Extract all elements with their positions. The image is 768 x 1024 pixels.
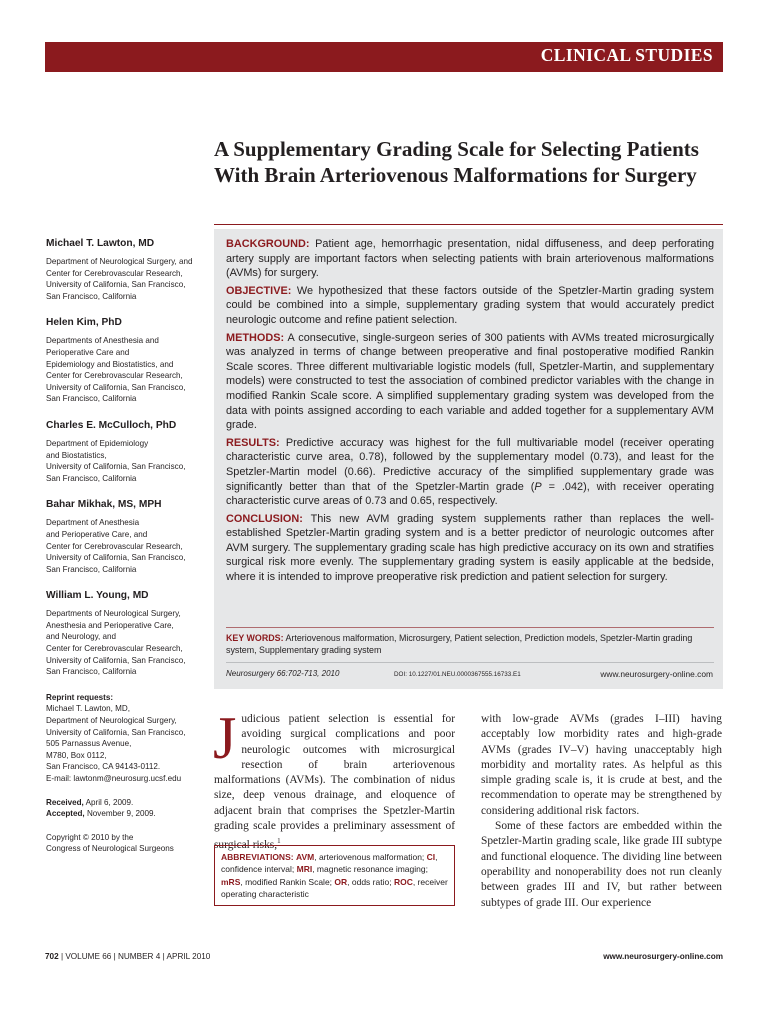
reprint-address: Michael T. Lawton, MD, Department of Neurological Surgery, University of California, San Francisco, 505 Parnassus Avenue, M780, Box 0112, San Francisco, CA 94143-0112. E-mail: lawtonm@neurosurg.ucsf.edu xyxy=(46,704,186,783)
body-paragraph: Some of these factors are embedded within the Spetzler-Martin grading scale, like grade III subtype and functional eloquence. The dividing line between operability and nonoperability does not run cleanly between grades III and IV, but rather between subtypes of grade III. Our experience xyxy=(481,820,722,909)
received-date: April 6, 2009. xyxy=(85,797,134,807)
author-affiliation: Department of Epidemiology and Biostatistics, University of California, San Francisco, San Francisco, California xyxy=(46,438,186,483)
background-text: Patient age, hemorrhagic presentation, nidal diffuseness, and deep perforating artery supply are important factors when selecting patients with brain arteriovenous malformations (AVMs) for surgery. xyxy=(226,238,715,280)
drop-cap: J xyxy=(213,705,237,771)
keywords-text: Arteriovenous malformation, Microsurgery, Patient selection, Prediction models, Spetzler-Martin grading system, Supplementary grading system xyxy=(226,633,693,656)
results-text-end: = .042), with receiver operating characteristic curve areas of 0.73 and 0.65, respectively. xyxy=(226,480,714,508)
background-label: BACKGROUND: xyxy=(226,238,310,250)
conclusion-label: CONCLUSION: xyxy=(226,512,303,525)
keywords-divider xyxy=(226,627,714,628)
article-dates xyxy=(46,797,214,820)
abbr-definition: , confidence interval; xyxy=(221,852,438,875)
journal-url[interactable]: www.neurosurgery-online.com xyxy=(600,669,713,679)
footer-url[interactable]: www.neurosurgery-online.com xyxy=(603,952,723,961)
received-label: Received, xyxy=(46,797,84,807)
abstract-conclusion xyxy=(226,512,714,585)
p-value-symbol: P xyxy=(534,480,542,493)
abstract-methods xyxy=(226,331,714,433)
section-header-bar xyxy=(45,42,723,72)
methods-label: METHODS: xyxy=(226,331,285,344)
accepted-date: November 9, 2009. xyxy=(86,809,156,819)
copyright-notice: Copyright © 2010 by the Congress of Neurological Surgeons xyxy=(46,832,174,854)
conclusion-text: This new AVM grading system supplements rather than replaces the well-established Spetzler-Martin grading system and is a better predictor of neurologic outcomes after AVM surgery. The supplementary grading scale has high predictive accuracy on its own and stratifies surgical risk more evenly. The supplementary grading system is easily applicable at the bedside, where it is intended to improve preoperative risk prediction and patient selection for surgery. xyxy=(226,512,714,584)
abbr-term: mRS xyxy=(221,876,241,887)
reprint-heading: Reprint requests: xyxy=(46,692,114,702)
author-name: William L. Young, MD xyxy=(46,590,149,602)
abbr-term: OR xyxy=(334,876,348,887)
title-divider xyxy=(214,224,723,225)
author-block xyxy=(46,237,214,302)
results-text: Predictive accuracy was highest for the full multivariable model (receiver operating characteristic curve area, 0.78), followed by the supplementary model (0.73), and least for the Spetzler-Martin model (0.66). Predictive accuracy of the simplified supplementary grade was significantly better than that of the Spetzler-Martin grade ( xyxy=(226,436,714,493)
abbreviations-heading: ABBREVIATIONS: xyxy=(221,852,294,862)
author-block xyxy=(46,589,214,678)
results-label: RESULTS: xyxy=(226,436,280,449)
abbr-definition: , modified Rankin Scale; xyxy=(240,876,335,887)
abbr-definition: , magnetic resonance imaging; xyxy=(312,864,428,875)
doi: DOI: 10.1227/01.NEU.0000367555.16733.E1 xyxy=(394,671,521,678)
keywords-label: KEY WORDS: xyxy=(226,633,284,643)
objective-text: We hypothesized that these factors outside of the Spetzler-Martin grading system could be combined into a simple, supplementary grading system that would accurately predict neurologic outcome and refine patient selection. xyxy=(226,284,714,326)
issue-info xyxy=(45,952,210,961)
abstract-box xyxy=(214,229,723,689)
author-affiliation: Department of Neurological Surgery, and Center for Cerebrovascular Research, University of California, San Francisco, San Francisco, California xyxy=(46,257,193,301)
author-affiliation: Departments of Anesthesia and Perioperative Care and Epidemiology and Biostatistics, and Center for Cerebrovascular Research, University of California, San Francisco, San Francisco, California xyxy=(46,336,186,404)
abstract-body xyxy=(226,237,714,588)
journal-citation: Neurosurgery 66:702-713, 2010 xyxy=(226,669,340,678)
methods-text: A consecutive, single-surgeon series of 300 patients with AVMs treated microsurgically was analyzed in terms of change between preoperative and final postoperative modified Rankin Scale scores. Three different multivariable logistic models (full, Spetzler-Martin, and supplementary models) were constructed to test the association of combined predictor variables with the change in modified Rankin Scale score. A simplified supplementary grading system was developed from the data with points assigned according to each variable and added together for a supplementary AVM grade. xyxy=(226,331,714,432)
author-sidebar xyxy=(46,237,214,855)
author-block xyxy=(46,419,214,484)
abstract-results xyxy=(226,436,714,509)
citation-divider xyxy=(226,662,714,663)
reference-marker[interactable]: 1 xyxy=(277,837,281,846)
author-name: Helen Kim, PhD xyxy=(46,317,122,329)
abbr-term: AVM xyxy=(295,852,315,862)
body-column-1 xyxy=(213,705,455,853)
abbr-definition: , arteriovenous malformation; xyxy=(314,852,427,862)
author-block xyxy=(46,498,214,575)
abbr-definition: , odds ratio; xyxy=(347,876,394,887)
page-number: 702 xyxy=(45,952,59,961)
body-column-2 xyxy=(481,712,722,911)
author-name: Michael T. Lawton, MD xyxy=(46,238,155,249)
accepted-label: Accepted, xyxy=(46,809,85,819)
author-affiliation: Departments of Neurological Surgery, Anesthesia and Perioperative Care, and Neurology, and Center for Cerebrovascular Research, University of California, San Francisco, San Francisco, California xyxy=(46,609,186,677)
article-title: A Supplementary Grading Scale for Selecting Patients With Brain Arteriovenous Malformations for Surgery xyxy=(214,137,699,187)
abbr-term: ROC xyxy=(393,876,413,887)
abstract-background xyxy=(226,237,714,281)
abbr-definition: , receiver operating characteristic xyxy=(221,876,448,899)
body-paragraph: udicious patient selection is essential for avoiding surgical complications and poor neurologic outcomes with microsurgical resection of brain arteriovenous malformations (AVMs). The combination of nidus size, deep venous drainage, and eloquence of adjacent brain that comprises the Spetzler-Martin grading scale provides a preliminary assessment of surgical risks, xyxy=(214,713,455,852)
author-name: Bahar Mikhak, MS, MPH xyxy=(46,499,162,511)
issue-details: | VOLUME 66 | NUMBER 4 | APRIL 2010 xyxy=(58,952,211,961)
abbreviations-box xyxy=(214,845,455,906)
objective-label: OBJECTIVE: xyxy=(226,284,292,297)
abbr-term: MRI xyxy=(296,864,313,875)
author-affiliation: Department of Anesthesia and Perioperative Care, and Center for Cerebrovascular Research, University of California, San Francisco, San Francisco, California xyxy=(46,518,186,574)
abbr-term: CI xyxy=(426,852,436,862)
abstract-objective xyxy=(226,284,714,328)
section-label: CLINICAL STUDIES xyxy=(540,45,713,65)
keywords xyxy=(226,632,714,656)
body-paragraph: with low-grade AVMs (grades I–III) having acceptably low morbidity rates and high-grade AVMs (grades IV–V) having unacceptably high morbidity and mortality rates. As helpful as this simple grading scale is, it is crude at best, and the recommendation to operate may be strengthened by considering additional risk factors. xyxy=(481,713,722,817)
author-name: Charles E. McCulloch, PhD xyxy=(46,419,177,431)
author-block xyxy=(46,316,214,405)
